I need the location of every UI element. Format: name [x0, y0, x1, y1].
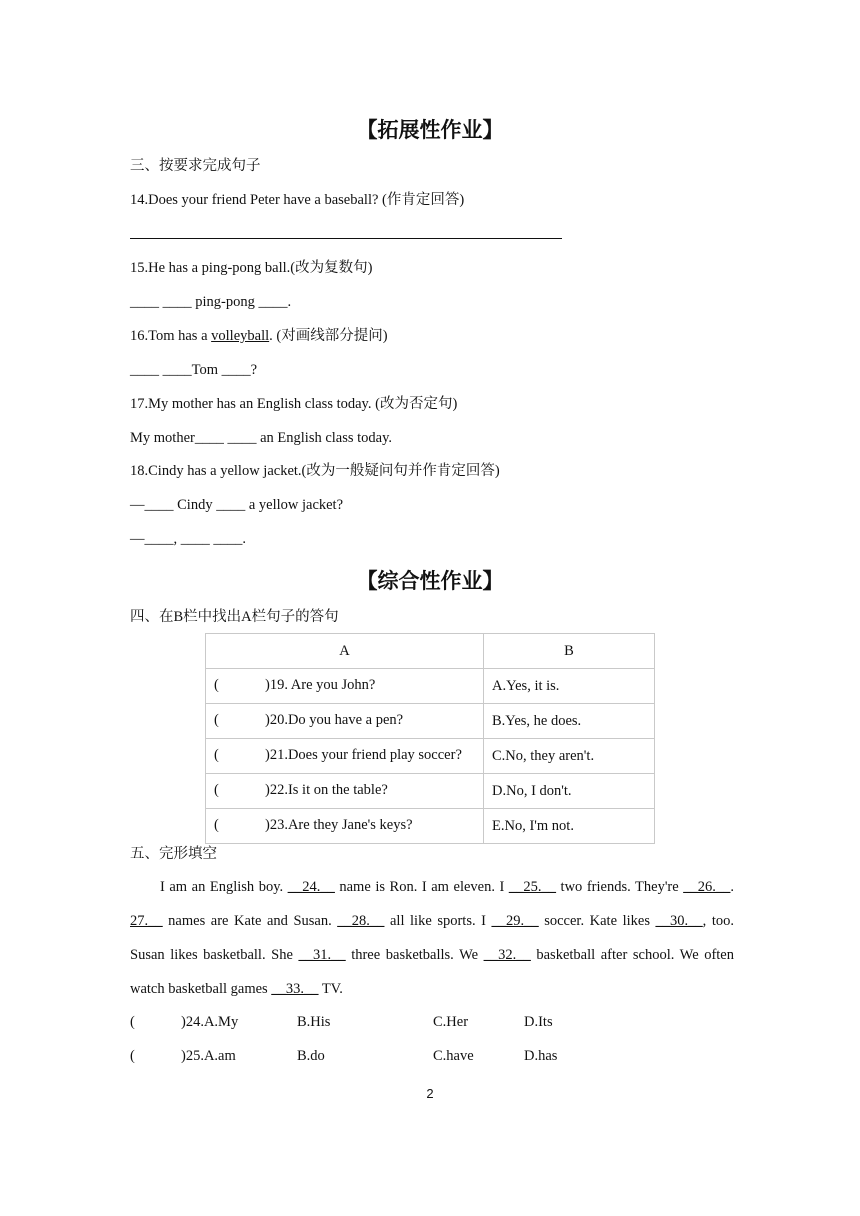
answer-bracket: (: [130, 1014, 135, 1030]
matching-table-header: [206, 634, 655, 669]
option-24-a: )24.A.My: [181, 1014, 239, 1030]
question-cell: [206, 704, 484, 739]
answer-15: ____ ____ ping-pong ____.: [130, 294, 292, 310]
cloze-text: two friends. They're: [556, 879, 684, 895]
option-24-c: C.Her: [433, 1014, 469, 1030]
cloze-blank-31: __31.__: [298, 947, 346, 963]
question-17: 17.My mother has an English class today. (改为否定句): [130, 396, 458, 412]
answer-option-a: A.Yes, it is.: [484, 669, 655, 704]
column-b-header: B: [484, 634, 655, 669]
question-16: [130, 327, 388, 345]
answer-bracket: (: [214, 712, 219, 728]
option-25-c: C.have: [433, 1048, 474, 1064]
question-16-underlined-word: volleyball: [211, 328, 270, 344]
answer-bracket: (: [214, 747, 219, 763]
table-row: [206, 669, 655, 704]
cloze-blank-32: __32.__: [483, 947, 531, 963]
cloze-text: basketball after school. We often watch basketball games: [130, 947, 734, 997]
question-cell: [206, 809, 484, 844]
section-subtitle-cloze: 五、完形填空: [130, 846, 217, 862]
answer-17: My mother____ ____ an English class today.: [130, 430, 393, 446]
cloze-text: I am an English boy.: [160, 879, 288, 895]
section-subtitle-matching: 四、在B栏中找出A栏句子的答句: [130, 609, 339, 625]
answer-bracket: (: [214, 677, 219, 693]
question-21: )21.Does your friend play soccer?: [265, 747, 462, 763]
question-15: 15.He has a ping-pong ball.(改为复数句): [130, 260, 373, 276]
table-row: [206, 739, 655, 774]
matching-table: [205, 633, 655, 844]
answer-option-d: D.No, I don't.: [484, 774, 655, 809]
cloze-text: .: [730, 879, 734, 895]
answer-option-b: B.Yes, he does.: [484, 704, 655, 739]
cloze-text: soccer. Kate likes: [538, 913, 656, 929]
question-23: )23.Are they Jane's keys?: [265, 817, 413, 833]
question-cell: [206, 739, 484, 774]
answer-line-14: [130, 238, 562, 239]
cloze-text: names are Kate and Susan.: [162, 913, 338, 929]
table-row: [206, 774, 655, 809]
table-row: [206, 809, 655, 844]
answer-18-response: —____, ____ ____.: [130, 531, 246, 547]
cloze-blank-27: 27.__: [130, 913, 163, 929]
answer-bracket: (: [130, 1048, 135, 1064]
cloze-blank-33: __33.__: [271, 981, 319, 997]
cloze-text: three basketballs. We: [345, 947, 484, 963]
table-row: [206, 704, 655, 739]
question-20: )20.Do you have a pen?: [265, 712, 404, 728]
answer-bracket: (: [214, 817, 219, 833]
question-cell: [206, 774, 484, 809]
question-cell: [206, 669, 484, 704]
cloze-blank-24: __24.__: [287, 879, 335, 895]
cloze-blank-29: __29.__: [491, 913, 539, 929]
cloze-blank-26: __26.__: [683, 879, 731, 895]
cloze-blank-28: __28.__: [337, 913, 385, 929]
question-22: )22.Is it on the table?: [265, 782, 388, 798]
option-25-b: B.do: [297, 1048, 325, 1064]
option-24-b: B.His: [297, 1014, 331, 1030]
section-title-comprehensive: 【综合性作业】: [356, 569, 504, 593]
section-subtitle-complete-sentences: 三、按要求完成句子: [130, 158, 261, 174]
option-24-d: D.Its: [524, 1014, 553, 1030]
answer-18-question: —____ Cindy ____ a yellow jacket?: [130, 497, 344, 513]
answer-bracket: (: [214, 782, 219, 798]
cloze-text: TV.: [318, 981, 343, 997]
question-14: 14.Does your friend Peter have a baseball? (作肯定回答): [130, 192, 465, 208]
cloze-blank-25: __25.__: [508, 879, 557, 895]
question-16-suffix: . (对画线部分提问): [269, 328, 388, 344]
answer-option-c: C.No, they aren't.: [484, 739, 655, 774]
answer-16: ____ ____Tom ____?: [130, 362, 258, 378]
option-25-d: D.has: [524, 1048, 558, 1064]
cloze-passage: [130, 870, 734, 1006]
question-16-prefix: 16.Tom has a: [130, 328, 212, 344]
cloze-text: , too. Susan likes basketball. She: [130, 913, 734, 963]
cloze-text: all like sports. I: [384, 913, 492, 929]
page-number: 2: [426, 1086, 434, 1101]
answer-option-e: E.No, I'm not.: [484, 809, 655, 844]
option-25-a: )25.A.am: [181, 1048, 236, 1064]
column-a-header: A: [206, 634, 484, 669]
question-18: 18.Cindy has a yellow jacket.(改为一般疑问句并作肯定回答): [130, 463, 500, 479]
cloze-text: name is Ron. I am eleven. I: [334, 879, 509, 895]
cloze-blank-30: __30.__: [655, 913, 703, 929]
question-19: )19. Are you John?: [265, 677, 376, 693]
section-title-extension: 【拓展性作业】: [356, 118, 504, 142]
